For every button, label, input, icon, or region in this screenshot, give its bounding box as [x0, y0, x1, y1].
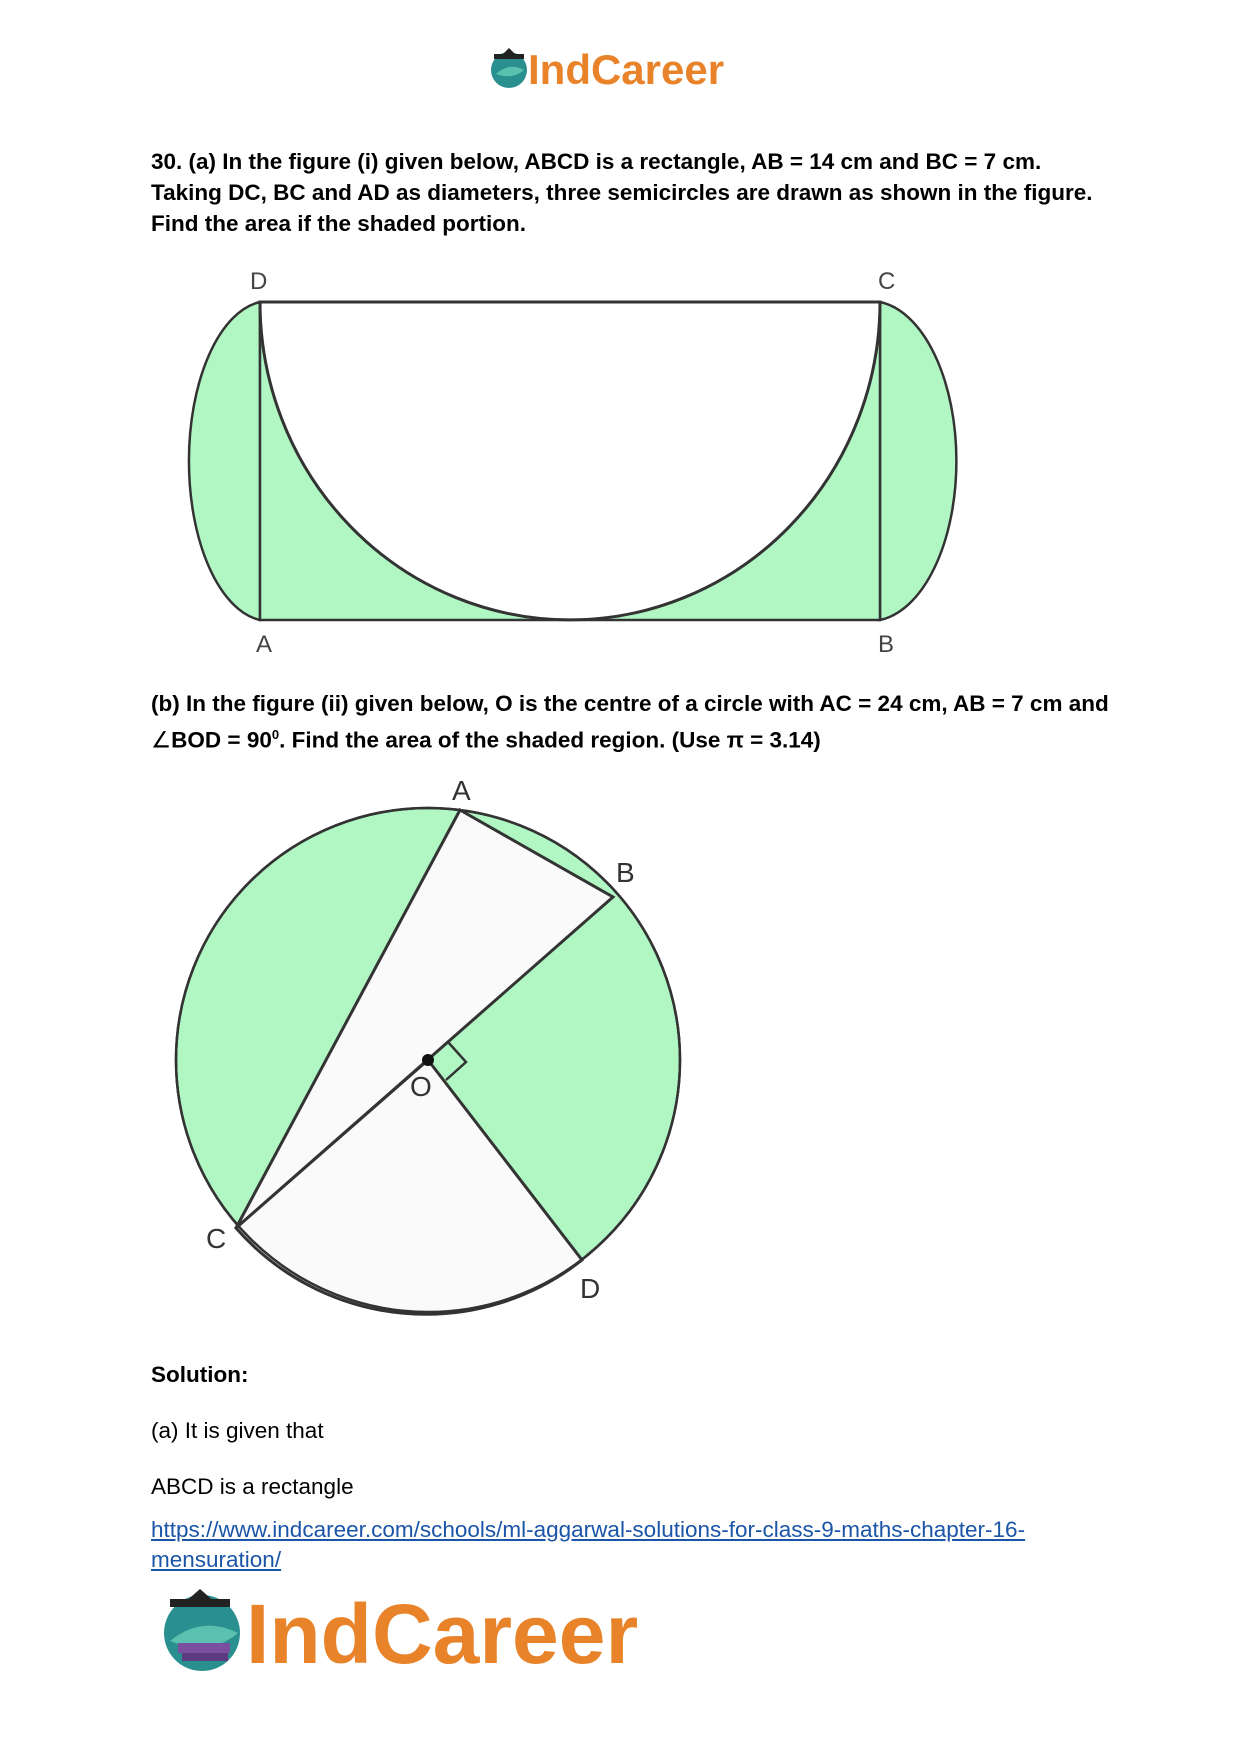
- figure-i-rectangle-semicircles: [150, 262, 990, 662]
- solution-heading: Solution:: [151, 1362, 249, 1387]
- label-b: B: [616, 857, 635, 888]
- graduation-cap-icon: [184, 1589, 216, 1603]
- label-b: B: [878, 631, 895, 658]
- label-d: D: [580, 1273, 601, 1304]
- label-c: C: [878, 268, 896, 295]
- label-d: D: [250, 268, 268, 295]
- figure-ii-circle: [150, 770, 710, 1330]
- svg-text:IndCareer: IndCareer: [246, 1587, 639, 1675]
- books-icon: [178, 1643, 230, 1653]
- solution-line-1: (a) It is given that: [151, 1418, 324, 1443]
- question-a-text: 30. (a) In the figure (i) given below, ABCD is a rectangle, AB = 14 cm and BC = 7 cm. Taking DC, BC and AD as diameters, three semicircles are drawn as shown in the figure. Find the area if the shaded portion.: [151, 149, 1093, 236]
- left-semicircle: [189, 302, 260, 620]
- right-semicircle: [880, 302, 956, 620]
- centre-point: [422, 1054, 434, 1066]
- svg-text:IndCareer: IndCareer: [528, 46, 725, 93]
- label-o: O: [410, 1071, 432, 1102]
- label-a: A: [452, 775, 471, 806]
- question-b-text: (b) In the figure (ii) given below, O is the centre of a circle with AC = 24 cm, AB = 7 cm and ∠BOD = $90^0$. Find the area of the shaded region. (Use π = 3.14): [151, 691, 1109, 753]
- label-a: A: [256, 631, 273, 658]
- solutions-link[interactable]: https://www.indcareer.com/schools/ml-aggarwal-solutions-for-class-9-maths-chapter-16-mensuration/: [151, 1517, 1026, 1572]
- indcareer-logo: [488, 44, 768, 94]
- solution-line-2: ABCD is a rectangle: [151, 1474, 354, 1499]
- label-c: C: [206, 1223, 227, 1254]
- angle-symbol: ∠: [151, 727, 172, 753]
- indcareer-footer-logo: [160, 1585, 720, 1675]
